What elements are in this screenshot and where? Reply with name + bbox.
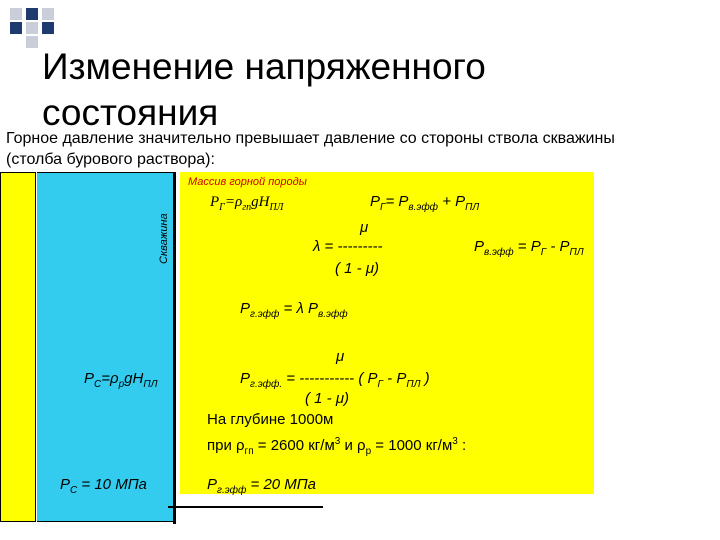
formula-lambda-denom: ( 1 - μ)	[335, 260, 380, 277]
formula-pv: $P_{в.эфф} = P_Г - P_{ПЛ}$	[474, 238, 584, 258]
intro-text: Горное давление значительно превышает давление со стороны ствола скважины (столба бурового раствора):	[6, 130, 615, 168]
formula-denom-2: ( 1 - μ)	[305, 390, 350, 407]
well-wall-line	[173, 172, 176, 524]
depth-text: На глубине 1000м	[207, 411, 334, 428]
well-column	[37, 172, 173, 522]
decor-square	[26, 8, 38, 20]
rock-mass-label: Массив горной породы	[188, 176, 307, 188]
decor-square	[10, 22, 22, 34]
pg-value: $P_{г.эфф} = 20$ МПа	[207, 476, 317, 496]
formula-pg: $P_Г=\rho_{гп}gH_{ПЛ}$	[210, 194, 284, 213]
decor-square	[26, 36, 38, 48]
formula-pg-eff: $P_{г.эфф} = \lambda$ $P_{в.эфф}$	[240, 300, 348, 320]
pc-value: $P_С = 10$ МПа	[60, 476, 147, 496]
base-line	[168, 506, 323, 508]
formula-mu: μ	[360, 219, 369, 236]
rock-strip-left	[0, 172, 36, 522]
formula-pg-eff-2: $P_{г.эфф.}$ = ----------- ( $P_Г - P_{ПЛ}$ )	[240, 370, 430, 390]
decor-square	[10, 8, 22, 20]
decor-square	[42, 22, 54, 34]
well-label: Скважина	[158, 213, 170, 264]
decor-square	[42, 8, 54, 20]
density-text: при $\rho_{гп} = 2600$ $кг/м^3$ и $\rho_р = 1000$ $кг/м^3$ :	[207, 436, 467, 457]
formula-mu-2: μ	[336, 348, 345, 365]
formula-pc: $P_С=\rho_рgH_{ПЛ}$	[84, 370, 158, 390]
decor-square	[26, 22, 38, 34]
formula-lambda: λ = ---------	[313, 238, 383, 255]
formula-pg-sum: $P_Г= P_{в.эфф} + P_{ПЛ}$	[370, 193, 480, 213]
slide-title: Изменение напряженного состояния	[42, 46, 486, 133]
